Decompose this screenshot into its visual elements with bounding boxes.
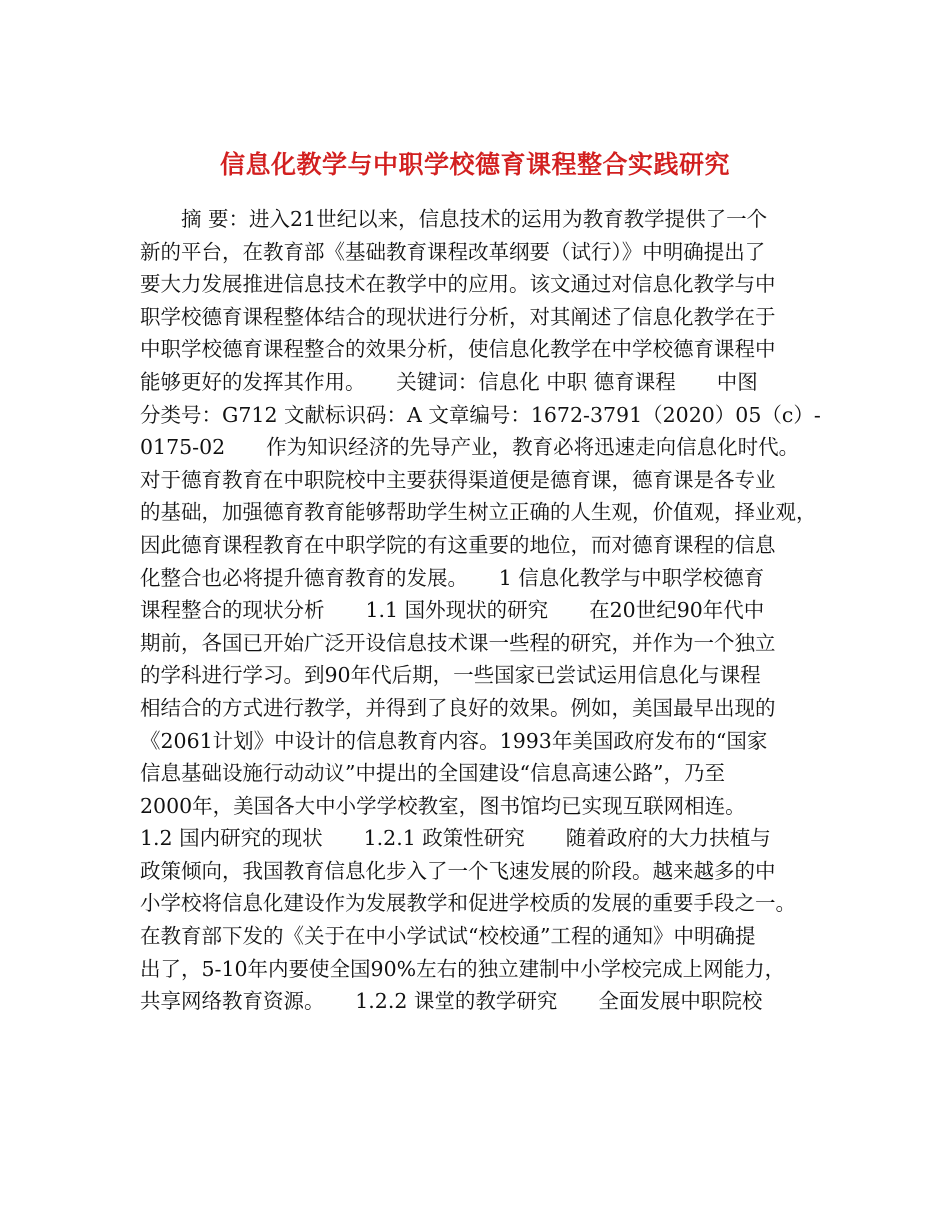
- body-line: 中职学校德育课程整合的效果分析，使信息化教学在中学校德育课程中: [140, 337, 776, 362]
- document-title: 信息化教学与中职学校德育课程整合实践研究: [219, 149, 730, 179]
- body-line: 化整合也必将提升德育教育的发展。 1 信息化教学与中职学校德育: [140, 565, 765, 590]
- body-line: 信息基础设施行动动议”中提出的全国建设“信息高速公路”，乃至: [140, 761, 725, 786]
- body-line: 职学校德育课程整体结合的现状进行分析，对其阐述了信息化教学在于: [140, 304, 776, 329]
- body-line: 的基础，加强德育教育能够帮助学生树立正确的人生观，价值观，择业观，: [140, 500, 817, 525]
- body-line: 分类号：G712 文献标识码：A 文章编号：1672-3791（2020）05（c）-: [140, 402, 821, 427]
- body-line: 对于德育教育在中职院校中主要获得渠道便是德育课，德育课是各专业: [140, 467, 776, 492]
- body-line: 能够更好的发挥其作用。 关键词：信息化 中职 德育课程 中图: [140, 369, 758, 394]
- body-line: 相结合的方式进行教学，并得到了良好的效果。例如，美国最早出现的: [140, 695, 776, 720]
- body-line: 共享网络教育资源。 1.2.2 课堂的教学研究 全面发展中职院校: [140, 989, 763, 1014]
- body-line: 的学科进行学习。到90年代后期，一些国家已尝试运用信息化与课程: [140, 663, 761, 688]
- body-line: 小学校将信息化建设作为发展教学和促进学校质的发展的重要手段之一。: [140, 891, 796, 916]
- body-line: 课程整合的现状分析 1.1 国外现状的研究 在20世纪90年代中: [140, 598, 765, 623]
- body-line: 在教育部下发的《关于在中小学试试“校校通”工程的通知》中明确提: [140, 924, 756, 949]
- body-line: 1.2 国内研究的现状 1.2.1 政策性研究 随着政府的大力扶植与: [140, 826, 771, 851]
- body-line: 0175-02 作为知识经济的先导产业，教育必将迅速走向信息化时代。: [140, 435, 800, 460]
- body-line: 摘 要：进入21世纪以来，信息技术的运用为教育教学提供了一个: [140, 207, 768, 231]
- body-line: 政策倾向，我国教育信息化步入了一个飞速发展的阶段。越来越多的中: [140, 858, 776, 883]
- body-line: 2000年，美国各大中小学学校教室，图书馆均已实现互联网相连。: [140, 793, 746, 818]
- body-line: 出了，5-10年内要使全国90%左右的独立建制中小学校完成上网能力，: [140, 956, 786, 981]
- body-line: 《2061计划》中设计的信息教育内容。1993年美国政府发布的“国家: [140, 728, 768, 753]
- body-line: 要大力发展推进信息技术在教学中的应用。该文通过对信息化教学与中: [140, 272, 776, 297]
- body-line: 因此德育课程教育在中职学院的有这重要的地位，而对德育课程的信息: [140, 532, 776, 557]
- document-body: [140, 203, 821, 1018]
- body-line: 期前，各国已开始广泛开设信息技术课一些程的研究，并作为一个独立: [140, 630, 776, 655]
- body-line: 新的平台，在教育部《基础教育课程改革纲要（试行）》中明确提出了: [140, 239, 766, 264]
